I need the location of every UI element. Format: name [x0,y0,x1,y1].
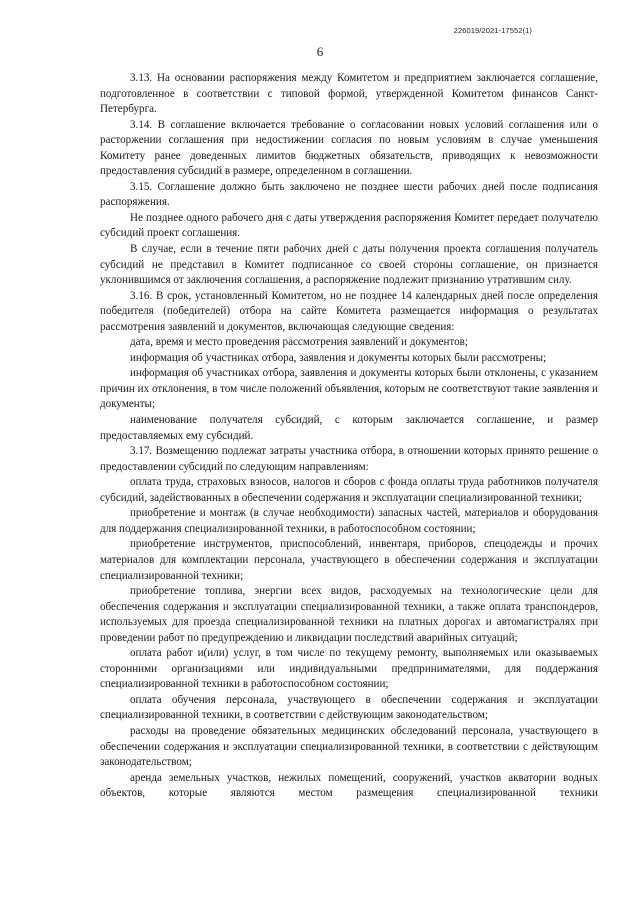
list-item-reviewed-participants: информация об участниках отбора, заявления и документы которых были рассмотрены; [130,351,547,364]
list-item-works-services: оплата работ и(или) услуг, в том числе по текущему ремонту, выполняемых или оказываемых сторонними организациями или индивидуальными предпринимателями, для поддержания специализированной техники в работоспособном состоянии; [100,647,598,691]
paragraph-3-14: 3.14. В соглашение включается требование о согласовании новых условий соглашения или о расторжении соглашения при недостижении согласия по новым условиям в случае уменьшения Комитету ранее доведенных лимитов бюджетных обязательств, приводящих к невозможности предоставления субсидий в размере, определенном в соглашении. [100,118,598,178]
paragraph-evasion: В случае, если в течение пяти рабочих дней с даты получения проекта соглашения получатель субсидий не представил в Комитет подписанное со своей стороны соглашение, он признается уклонившимся от заключения соглашения, а распоряжение подлежит признанию утратившим силу. [100,243,598,287]
paragraph-draft-transfer: Не позднее одного рабочего дня с даты утверждения распоряжения Комитет передает получателю субсидий проект соглашения. [100,211,598,240]
list-item-land-lease: аренда земельных участков, нежилых помещений, сооружений, участков акватории водных объектов, которые являются местом размещения специализированной техники [100,771,598,800]
paragraph-3-13: 3.13. На основании распоряжения между Комитетом и предприятием заключается соглашение, подготовленное в соответствии с типовой формой, утвержденной Комитетом финансов Санкт-Петербурга. [100,72,598,116]
page-number: 6 [316,44,324,59]
list-item-spare-parts: приобретение и монтаж (в случае необходимости) запасных частей, материалов и оборудования для поддержания специализированной техники, в работоспособном состоянии; [100,507,598,535]
list-item-fuel-energy: приобретение топлива, энергии всех видов, расходуемых на технологические цели для обеспечения содержания и эксплуатации специализированной техники, а также оплата транспондеров, используемых для проезда специализированной техники на платных дорогах и автомагистралях при проведении работ по предупреждению и ликвидации последствий аварийных ситуаций; [100,585,598,644]
list-item-medical-exams: расходы на проведение обязательных медицинских обследований персонала, участвующего в обеспечении содержания и эксплуатации специализированной техники, в соответствии с действующим законодательством; [100,724,598,769]
list-item-tools-equipment: приобретение инструментов, приспособлений, инвентаря, приборов, спецодежды и прочих материалов для комплектации персонала, участвующего в обеспечении содержания и эксплуатации специализированной техники; [100,538,598,582]
list-item-date-place: дата, время и место проведения рассмотрения заявлений и документов; [130,336,468,349]
document-body [100,71,598,802]
list-item-rejected-participants: информация об участниках отбора, заявления и документы которых были отклонены, с указанием причин их отклонения, в том числе положений объявления, которым не соответствуют такие заявления и документы; [100,367,598,411]
list-item-recipient-name: наименование получателя субсидий, с которым заключается соглашение, и размер предоставляемых ему субсидий. [100,414,598,442]
paragraph-3-16: 3.16. В срок, установленный Комитетом, но не позднее 14 календарных дней после определения победителя (победителей) отбора на сайте Комитета размещается информация о результатах рассмотрения заявлений и документов, включающая следующие сведения: [100,289,598,333]
list-item-labor-payment: оплата труда, страховых взносов, налогов и сборов с фонда оплаты труда работников получателя субсидий, задействованных в обеспечении содержания и эксплуатации специализированной техники; [100,476,598,504]
document-registration-number: 226019/2021-17552(1) [453,26,532,35]
paragraph-3-15: 3.15. Соглашение должно быть заключено не позднее шести рабочих дней после подписания распоряжения. [100,180,598,209]
list-item-staff-training: оплата обучения персонала, участвующего в обеспечении содержания и эксплуатации специализированной техники, в соответствии с действующим законодательством; [100,693,598,722]
paragraph-3-17: 3.17. Возмещению подлежат затраты участника отбора, в отношении которых принято решение о предоставлении субсидий по следующим направлениям: [100,445,598,473]
